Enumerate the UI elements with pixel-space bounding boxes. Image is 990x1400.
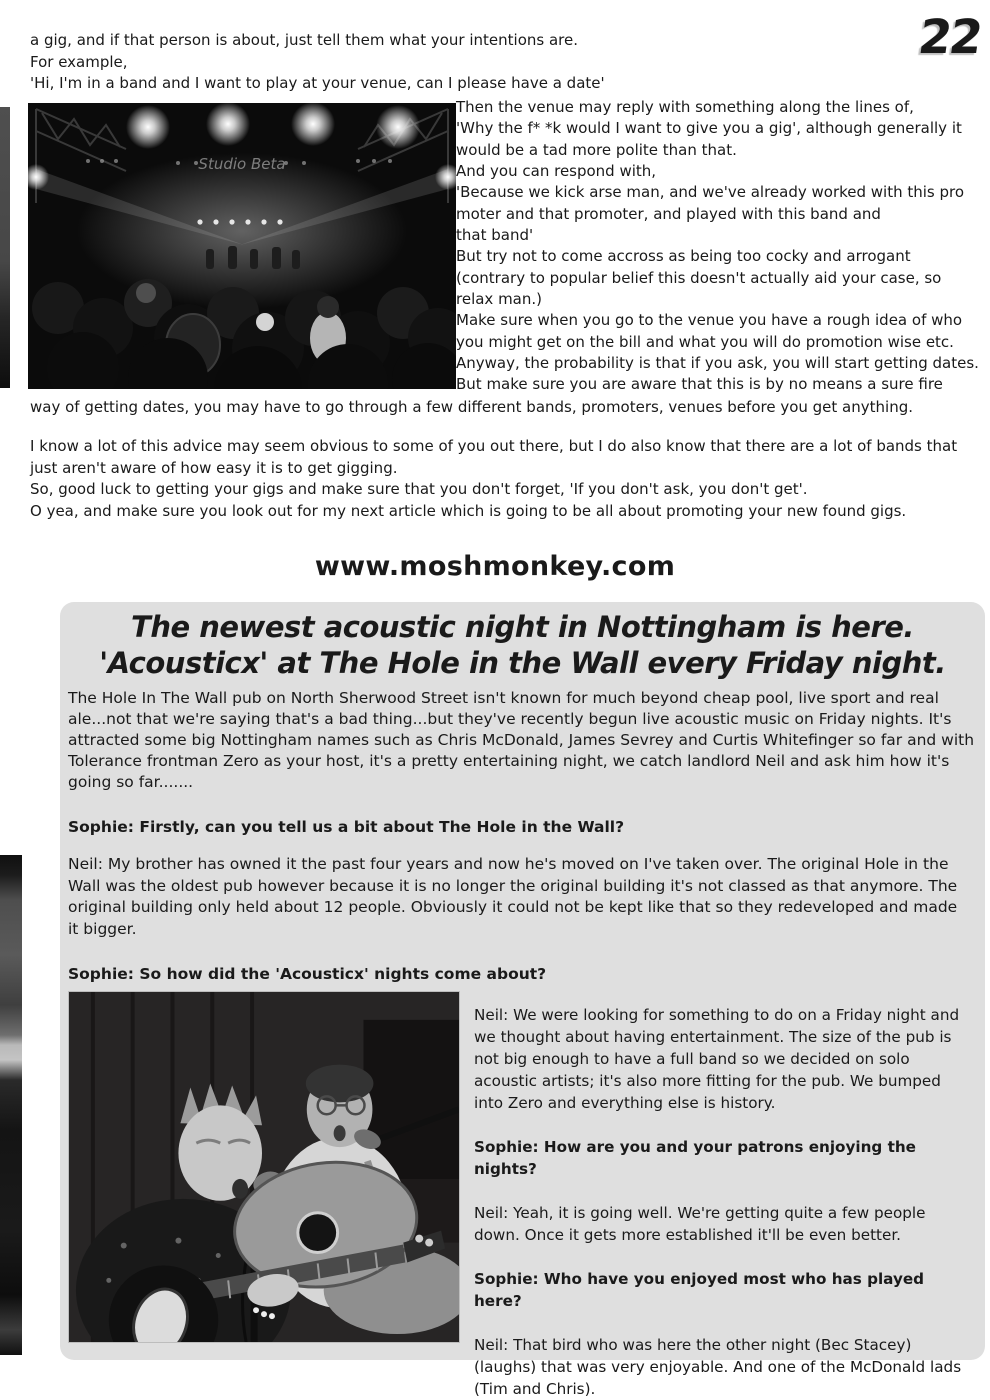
body-line: just aren't aware of how easy it is to get gigging. — [30, 458, 398, 477]
body-line: (contrary to popular belief this doesn't actually aid your case, so — [456, 268, 942, 287]
interview-answer-2: Neil: We were looking for something to do on a Friday night and we thought about having entertainment. The size of the pub is not big enough to have a full band so we decided on solo acoustic artists; it's also more fitting for the pub. We bumped into Zero and everything else is history. — [474, 1006, 960, 1112]
lead-text — [30, 30, 940, 95]
closing-paragraphs — [30, 436, 984, 522]
body-line: Make sure when you go to the venue you have a rough idea of who — [456, 311, 963, 330]
interview-question-3: Sophie: How are you and your patrons enjoying the nights? — [474, 1138, 916, 1178]
body-line: But make sure you are aware that this is by no means a sure fire — [456, 375, 943, 394]
body-line: you might get on the bill and what you will do promotion wise etc. — [456, 332, 954, 351]
lead-line: 'Hi, I'm in a band and I want to play at your venue, can I please have a date' — [30, 74, 605, 92]
body-line: O yea, and make sure you look out for my next article which is going to be all about promoting your new found gigs. — [30, 501, 907, 520]
body-line: would be a tad more polite than that. — [456, 140, 737, 159]
feature-intro: The Hole In The Wall pub on North Sherwood Street isn't known for much beyond cheap pool, live sport and real ale...not that we're saying that's a bad thing...but they've recently begun live acoustic music on Friday nights. It's attracted some big Nottingham names such as Chris McDonald, James Sevrey and Curtis Whitefinger so far and with Tolerance frontman Zero as your host, it's a pretty entertaining night, we catch landlord Neil and ask him how it's going so far....... — [68, 689, 975, 791]
page-bleed-photo-strip-top — [0, 107, 10, 388]
body-line: Then the venue may reply with something along the lines of, — [456, 98, 914, 116]
page-number: 22 — [914, 10, 984, 65]
body-line: relax man.) — [456, 290, 543, 309]
body-line: I know a lot of this advice may seem obvious to some of you out there, but I do also know that there are a lot of bands that — [30, 437, 958, 455]
interview-question-4: Sophie: Who have you enjoyed most who has played here? — [474, 1270, 925, 1310]
interview-right-column — [474, 1004, 974, 1400]
concert-photo-illustration — [28, 103, 456, 389]
page-bleed-photo-strip-bottom — [0, 855, 22, 1355]
venue-reply-text — [456, 97, 988, 396]
body-line: moter and that promoter, and played with this band and — [456, 204, 881, 223]
lead-line: a gig, and if that person is about, just tell them what your intentions are. — [30, 31, 578, 49]
website-url: www.moshmonkey.com — [314, 551, 676, 582]
body-line: 'Why the f* *k would I want to give you a gig', although generally it — [456, 119, 962, 138]
concert-photo — [28, 103, 456, 389]
interview-question-1: Sophie: Firstly, can you tell us a bit about The Hole in the Wall? — [68, 818, 625, 836]
feature-headline-line2: 'Acousticx' at The Hole in the Wall every Friday night. — [99, 646, 946, 680]
feature-article-box — [60, 602, 985, 1398]
lead-line: For example, — [30, 52, 128, 71]
body-line: that band' — [456, 226, 534, 245]
continuation-line: way of getting dates, you may have to go through a few different bands, promoters, venues before you get anything. — [30, 398, 913, 416]
interview-answer-3: Neil: Yeah, it is going well. We're getting quite a few people down. Once it gets more established it'll be even better. — [474, 1204, 926, 1244]
acoustic-night-photo — [68, 991, 460, 1343]
body-line: So, good luck to getting your gigs and make sure that you don't forget, 'If you don't ask, you don't get'. — [30, 480, 808, 498]
interview-question-2: Sophie: So how did the 'Acousticx' nights come about? — [68, 965, 547, 983]
body-line: 'Because we kick arse man, and we've already worked with this pro — [456, 183, 965, 202]
interview-answer-4: Neil: That bird who was here the other night (Bec Stacey) (laughs) that was very enjoyable. And one of the McDonald lads (Tim and Chris). — [474, 1336, 962, 1398]
interview-answer-1: Neil: My brother has owned it the past four years and now he's moved on I've taken over. The original Hole in the Wall was the oldest pub however because it is no longer the original building it's not classed as that anymore. The original building only held about 12 people. Obviously it could not be kept like that so they redeveloped and made it bigger. — [68, 855, 958, 938]
body-line: But try not to come accross as being too cocky and arrogant — [456, 247, 911, 266]
body-line: Anyway, the probability is that if you ask, you will start getting dates. — [456, 354, 979, 373]
body-line: And you can respond with, — [456, 162, 657, 181]
acoustic-photo-illustration — [69, 992, 459, 1342]
stage-haze — [77, 153, 407, 309]
feature-headline-line1: The newest acoustic night in Nottingham is here. — [131, 610, 914, 644]
